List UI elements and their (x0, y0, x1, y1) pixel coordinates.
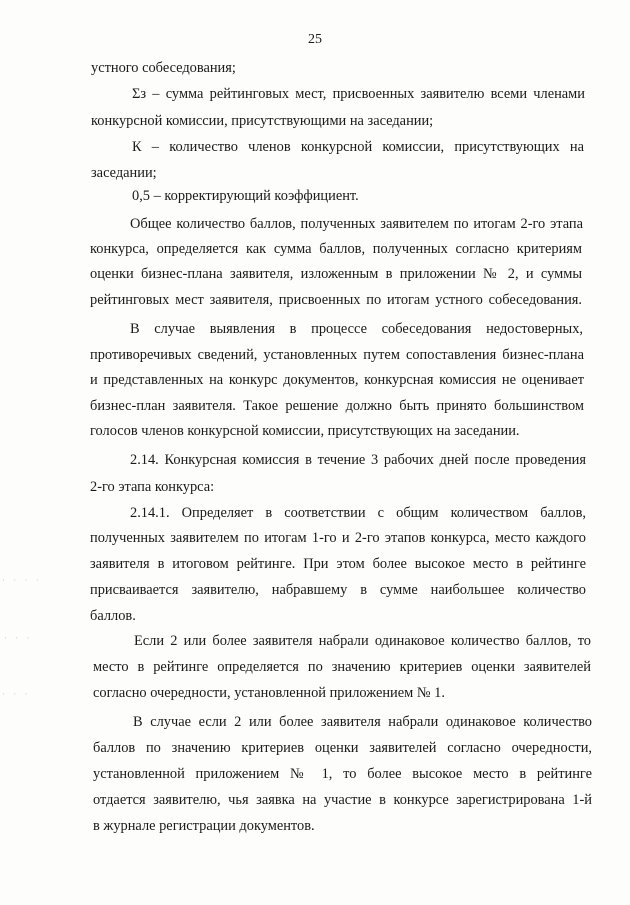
text-line: согласно очередности, установленной приложением № 1. (93, 685, 445, 701)
text-line: конкурсной комиссии, присутствующими на заседании; (91, 113, 434, 129)
text-line: баллов. (90, 608, 136, 624)
text-line: присваивается заявителю, набравшему в сумме наибольшее количество (90, 582, 586, 598)
text-line: в журнале регистрации документов. (93, 818, 315, 834)
text-line: отдается заявителю, чья заявка на участие в конкурсе зарегистрирована 1-й (93, 792, 592, 808)
text-line: установленной приложением № 1, то более высокое место в рейтинге (93, 766, 592, 782)
text-line: 2-го этапа конкурса: (90, 479, 215, 495)
text-line: 2.14.1. Определяет в соответствии с общим количеством баллов, (130, 505, 586, 521)
text-line: заседании; (91, 165, 157, 181)
text-line: оценки бизнес-плана заявителя, изложенным в приложении № 2, и суммы (90, 266, 582, 282)
text-line: бизнес-план заявителя. Такое решение должно быть принято большинством (90, 398, 584, 414)
text-line: К – количество членов конкурсной комиссии, присутствующих на (132, 139, 584, 155)
text-line: голосов членов конкурсной комиссии, присутствующих на заседании. (90, 423, 520, 439)
text-line: и представленных на конкурс документов, конкурсная комиссия не оценивает (90, 372, 584, 388)
text-line: полученных заявителем по итогам 1-го и 2-го этапов конкурса, место каждого (90, 530, 586, 546)
scan-artifact: · · · · (2, 575, 42, 585)
text-line: противоречивых сведений, установленных путем сопоставления бизнес-плана (90, 347, 584, 363)
page-number: 25 (308, 32, 322, 47)
text-line: В случае выявления в процессе собеседования недостоверных, (130, 321, 583, 337)
text-line: Общее количество баллов, полученных заявителем по итогам 2-го этапа (130, 216, 583, 232)
text-line: конкурса, определяется как сумма баллов, полученных согласно критериям (90, 241, 582, 257)
scan-artifact: · · · (4, 633, 33, 643)
text-line: 0,5 – корректирующий коэффициент. (132, 188, 359, 204)
text-line: заявителя в итоговом рейтинге. При этом более высокое место в рейтинге (90, 556, 586, 572)
text-line: баллов по значению критериев оценки заявителей согласно очередности, (93, 740, 592, 756)
text-line: рейтинговых мест заявителя, присвоенных по итогам устного собеседования. (90, 292, 582, 308)
scan-artifact: · · · (2, 689, 31, 699)
text-line: Если 2 или более заявителя набрали одинаковое количество баллов, то (134, 633, 591, 649)
text-line: В случае если 2 или более заявителя набрали одинаковое количество (133, 714, 592, 730)
text-line: место в рейтинге определяется по значению критериев оценки заявителей (93, 659, 591, 675)
text-line: 2.14. Конкурсная комиссия в течение 3 рабочих дней после проведения (130, 452, 586, 468)
text-line: устного собеседования; (91, 60, 236, 76)
text-line: Σз – сумма рейтинговых мест, присвоенных заявителю всеми членами (132, 86, 585, 102)
